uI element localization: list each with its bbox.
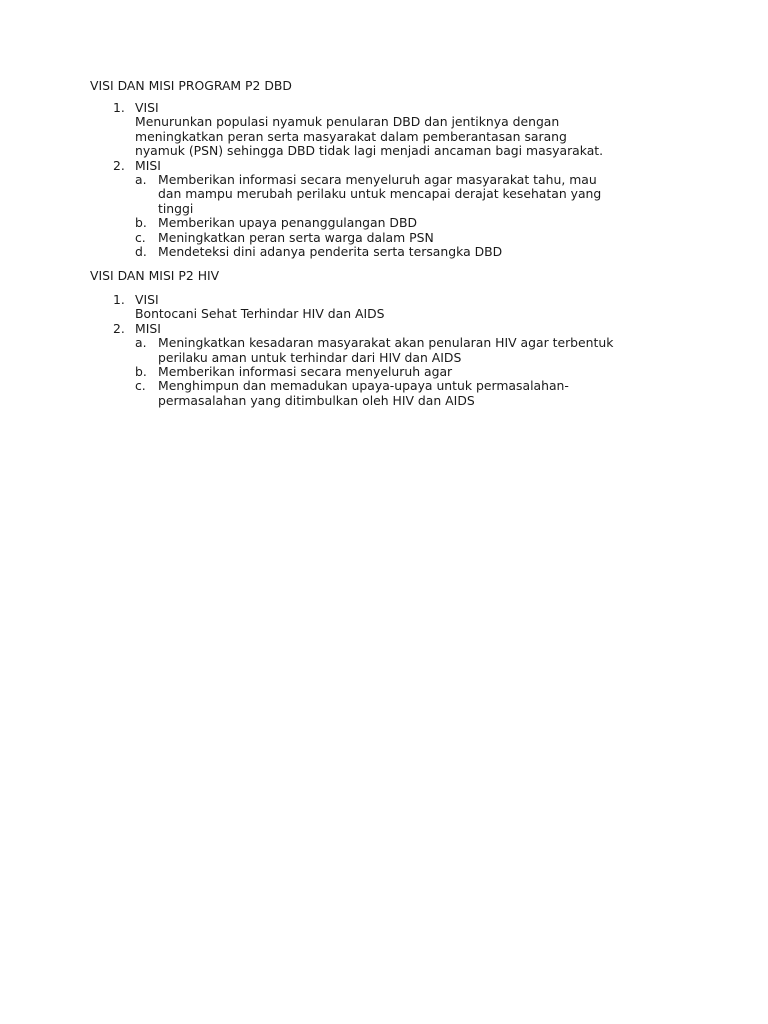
paragraph-line: tinggi xyxy=(158,200,194,216)
list-item-visi xyxy=(90,101,690,159)
section-title: VISI DAN MISI P2 HIV xyxy=(90,268,220,283)
list-marker: 1. xyxy=(113,100,125,115)
list-item-misi xyxy=(90,159,690,260)
item-label: MISI xyxy=(135,157,161,173)
list-item xyxy=(135,379,690,408)
paragraph-line: Memberikan upaya penanggulangan DBD xyxy=(158,215,418,231)
list-marker: d. xyxy=(135,244,147,260)
list-marker: c. xyxy=(135,229,146,245)
paragraph-line: Meningkatkan peran serta warga dalam PSN xyxy=(158,229,434,245)
list-marker: 2. xyxy=(113,157,125,173)
list-marker: a. xyxy=(135,335,147,351)
paragraph-line: nyamuk (PSN) sehingga DBD tidak lagi menjadi ancaman bagi masyarakat. xyxy=(135,143,604,159)
paragraph-line: meningkatkan peran serta masyarakat dalam pemberantasan sarang xyxy=(135,128,567,144)
numbered-list xyxy=(90,293,690,408)
section-hiv xyxy=(90,268,690,408)
list-marker: 1. xyxy=(113,292,125,307)
list-item xyxy=(135,245,690,259)
list-marker: b. xyxy=(135,364,147,380)
paragraph-line: dan mampu merubah perilaku untuk mencapai derajat kesehatan yang xyxy=(158,186,602,202)
item-label: VISI xyxy=(135,292,159,307)
paragraph-line: Meningkatkan kesadaran masyarakat akan penularan HIV agar terbentuk xyxy=(158,335,614,351)
paragraph-line: Menurunkan populasi nyamuk penularan DBD dan jentiknya dengan xyxy=(135,114,560,130)
paragraph-line: Memberikan informasi secara menyeluruh agar xyxy=(158,364,453,380)
lettered-list xyxy=(135,336,690,408)
section-title: VISI DAN MISI PROGRAM P2 DBD xyxy=(90,78,292,93)
list-item xyxy=(135,231,690,245)
list-item xyxy=(135,365,690,379)
list-marker: b. xyxy=(135,215,147,231)
list-marker: a. xyxy=(135,172,147,188)
list-marker: 2. xyxy=(113,320,125,336)
list-item xyxy=(135,216,690,230)
section-dbd xyxy=(90,78,690,259)
list-item xyxy=(135,336,690,365)
paragraph-line: perilaku aman untuk terhindar dari HIV dan AIDS xyxy=(158,349,462,365)
list-item xyxy=(135,173,690,216)
paragraph-line: Memberikan informasi secara menyeluruh agar masyarakat tahu, mau xyxy=(158,172,597,188)
paragraph-line: Mendeteksi dini adanya penderita serta tersangka DBD xyxy=(158,244,503,260)
item-label: VISI xyxy=(135,100,159,115)
list-marker: c. xyxy=(135,378,146,394)
paragraph-line: Menghimpun dan memadukan upaya-upaya untuk permasalahan- xyxy=(158,378,569,394)
item-label: MISI xyxy=(135,320,161,336)
list-item-misi xyxy=(90,322,690,408)
paragraph-line: Bontocani Sehat Terhindar HIV dan AIDS xyxy=(135,306,385,322)
paragraph-line: permasalahan yang ditimbulkan oleh HIV dan AIDS xyxy=(158,392,475,408)
list-item-visi xyxy=(90,293,690,322)
numbered-list xyxy=(90,101,690,259)
lettered-list xyxy=(135,173,690,259)
